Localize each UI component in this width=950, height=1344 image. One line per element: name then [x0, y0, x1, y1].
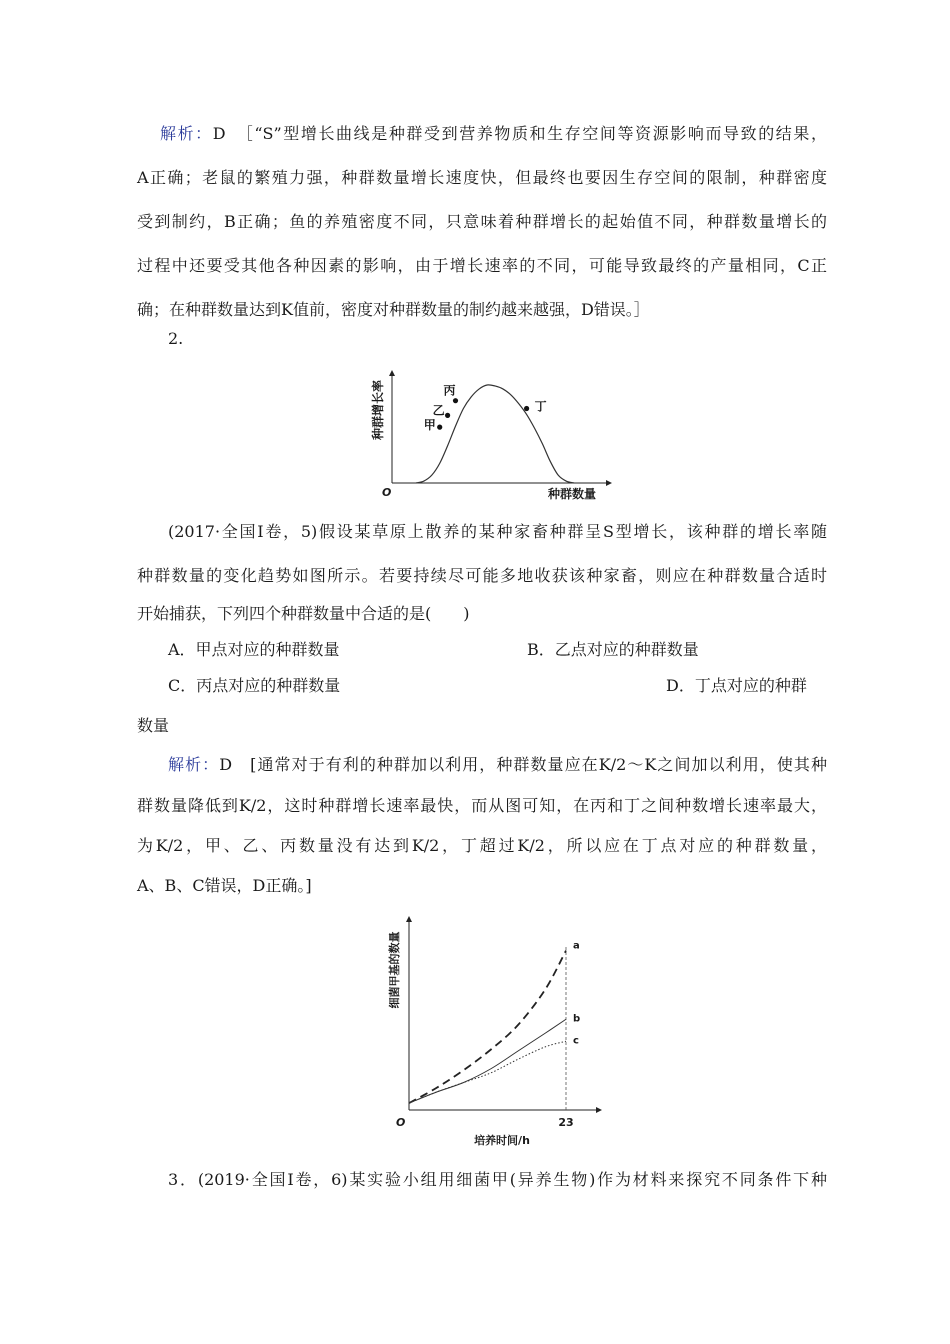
x-axis-arrow [606, 480, 612, 486]
point-4 [524, 406, 529, 411]
point-2 [445, 413, 450, 418]
point-1 [437, 425, 442, 430]
x-axis-arrow [596, 1107, 602, 1113]
series-b-label: b [573, 1013, 581, 1025]
growth-rate-curve [416, 385, 574, 483]
analysis1-line-5: 确；在种群数量达到K值前，密度对种群数量的制约越来越强，D错误。］ [137, 300, 650, 319]
analysis2-line-1: 解析：D [通常对于有利的种群加以利用，种群数量应在K/2～K之间加以利用，使其种 [168, 755, 827, 774]
point-label-4: 丁 [534, 399, 547, 414]
q2-option-c: C．丙点对应的种群数量 [168, 676, 341, 695]
analysis2-line-2: 群数量降低到K/2，这时种群增长速率最快，而从图可知，在丙和丁之间种数增长速率最大， [137, 796, 827, 815]
q2-option-d-cont: 数量 [137, 716, 170, 735]
point-label-2: 乙 [432, 403, 445, 418]
series-c-line [409, 1041, 566, 1103]
y-axis-arrow [406, 916, 412, 922]
q2-option-d: D．丁点对应的种群 [666, 676, 807, 695]
analysis1-label: 解析： [160, 124, 213, 143]
q3-line: 3．(2019·全国Ⅰ卷，6)某实验小组用细菌甲(异养生物)作为材料来探究不同条件下种 [168, 1170, 827, 1189]
x-axis-label: 种群数量 [548, 487, 597, 501]
q2-stem-line-2: 种群数量的变化趋势如图所示。若要持续尽可能多地收获该种家畜，则应在种群数量合适时 [137, 566, 827, 585]
series-a-line [409, 951, 566, 1104]
q2-option-a: A．甲点对应的种群数量 [168, 640, 340, 659]
analysis1-line-4: 过程中还要受其他各种因素的影响，由于增长速率的不同，可能导致最终的产量相同，C正 [137, 256, 827, 275]
analysis1-line-2: A正确；老鼠的繁殖力强，种群数量增长速度快，但最终也要因生存空间的限制，种群密度 [137, 168, 827, 187]
series-a-label: a [573, 940, 580, 952]
analysis1-line-1: 解析：D ［“S”型增长曲线是种群受到营养物质和生存空间等资源影响而导致的结果， [160, 124, 827, 143]
growth-rate-chart [368, 368, 628, 508]
x-axis-label: 培养时间/h [474, 1134, 530, 1147]
q2-number: 2. [168, 329, 184, 348]
q2-stem-line-1: (2017·全国Ⅰ卷，5)假设某草原上散养的某种家畜种群呈S型增长，该种群的增长率随 [168, 522, 827, 541]
y-axis-arrow [389, 370, 395, 376]
point-3 [453, 398, 458, 403]
series-c-label: c [573, 1035, 579, 1047]
point-label-3: 丙 [443, 383, 456, 398]
point-label-1: 甲 [423, 418, 436, 433]
analysis2-label: 解析： [168, 755, 220, 774]
analysis1-line-3: 受到制约，B正确；鱼的养殖密度不同，只意味着种群增长的起始值不同，种群数量增长的 [137, 212, 827, 231]
analysis2-line-3: 为K/2，甲、乙、丙数量没有达到K/2，丁超过K/2，所以应在丁点对应的种群数量， [137, 836, 827, 855]
analysis2-line-4: A、B、C错误，D正确。] [137, 876, 312, 895]
bacteria-count-chart [384, 912, 614, 1148]
y-axis-label: 细菌甲基的数量 [388, 931, 401, 1009]
x-tick-23: 23 [558, 1116, 574, 1129]
y-axis-label: 种群增长率 [371, 379, 385, 441]
q2-stem-line-3: 开始捕获，下列四个种群数量中合适的是( ) [137, 604, 470, 623]
origin-label: O [382, 486, 392, 499]
origin-label: O [396, 1116, 406, 1129]
q2-option-b: B．乙点对应的种群数量 [527, 640, 699, 659]
